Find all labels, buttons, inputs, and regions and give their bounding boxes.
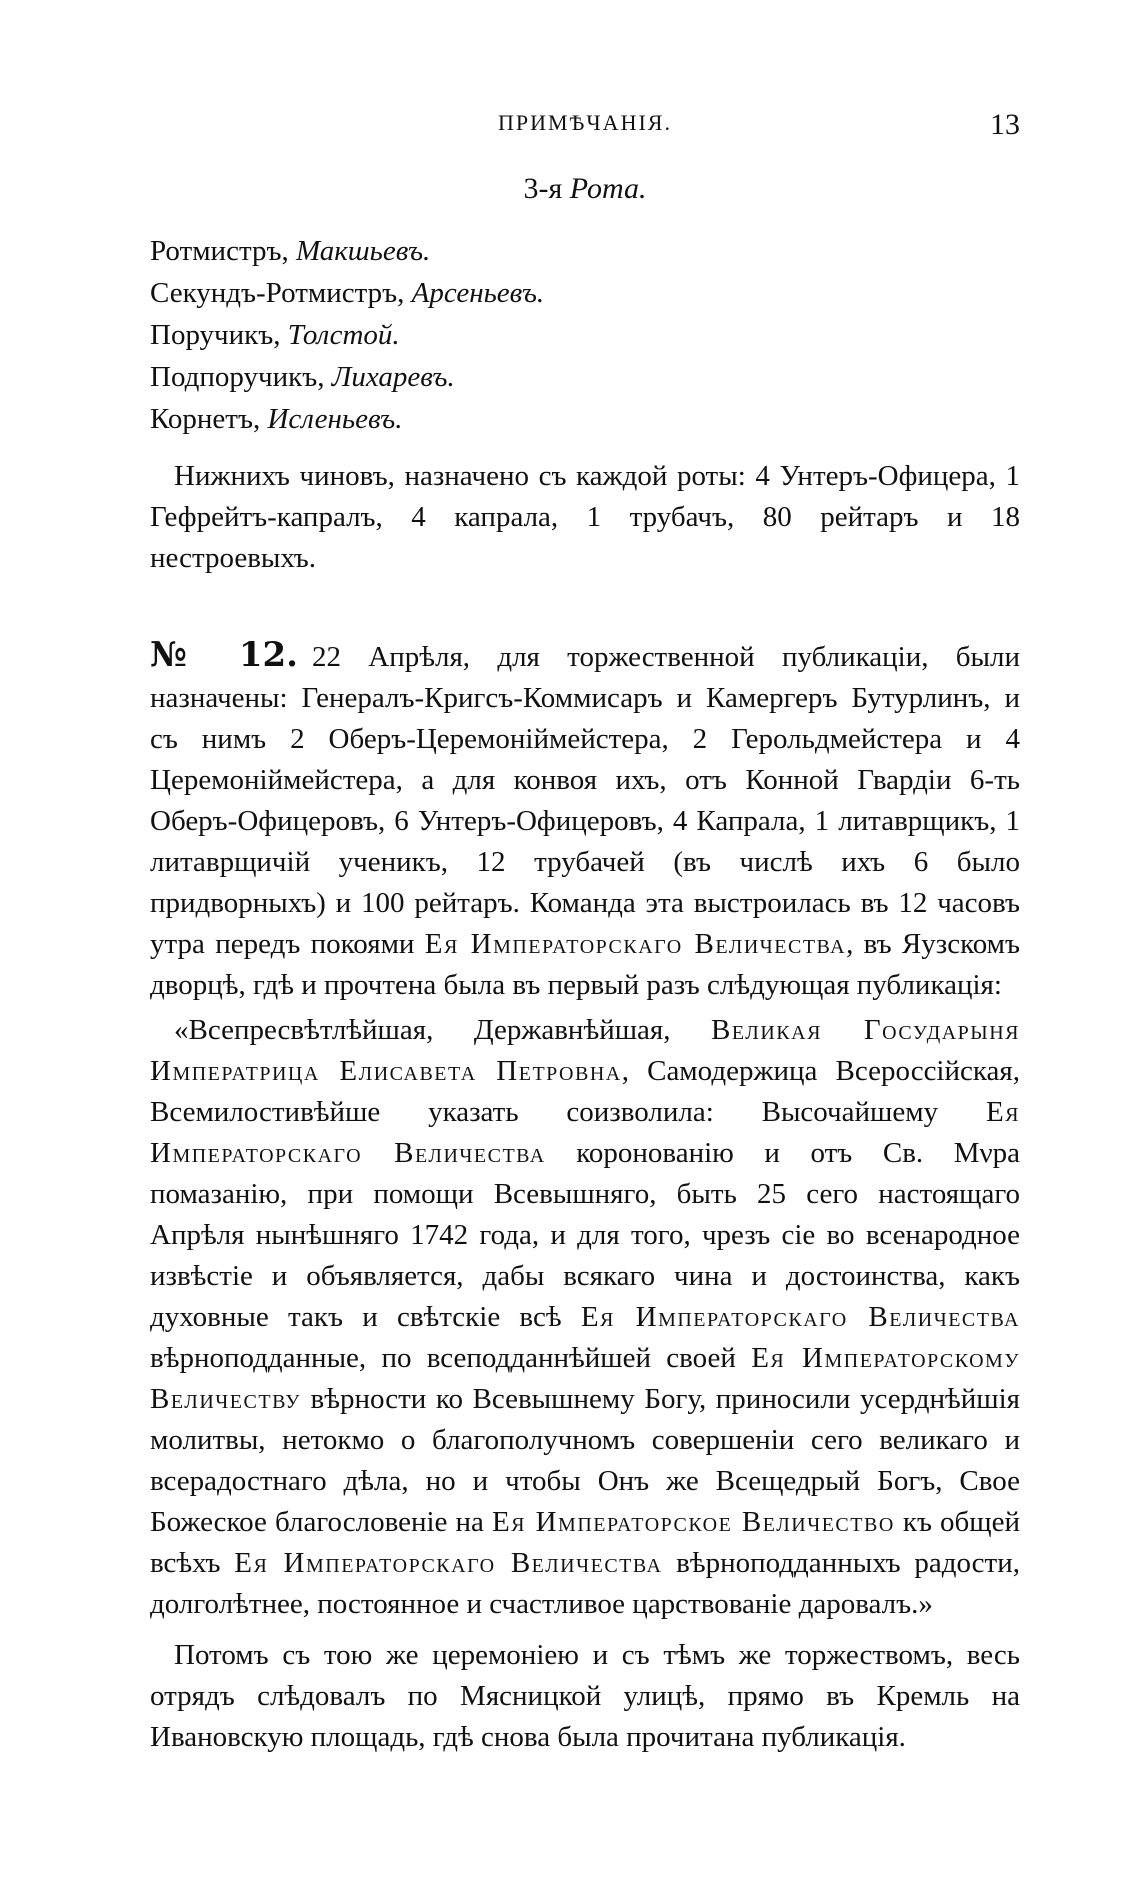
running-title: ПРИМѢЧАНІЯ.	[498, 110, 672, 135]
imperial-title: Ея Императорскаго Величества	[580, 1301, 1021, 1333]
quote-text: вѣрноподданныхъ радости, долголѣтнее, постоянное и счастливое царствованіе даровалъ.»	[150, 1547, 1020, 1620]
imperial-title: Великая Государыня Императрица Елисавета Петровна	[150, 1014, 1021, 1087]
quote-text: вѣрности ко Всевышнему Богу, приносили усерднѣйшія молитвы, нетокмо о благополучномъ совершеніи сего великаго и всерадостнаго дѣла, но и чтобы Онъ же Всещедрый Богъ, Свое Божеское благословеніе на	[150, 1383, 1020, 1538]
roster-rank: Корнетъ,	[150, 403, 268, 435]
imperial-title: Ея Императорскаго Величества	[234, 1547, 663, 1579]
section-title	[150, 172, 1020, 206]
roster-rank: Ротмистръ,	[150, 235, 296, 267]
roster-item	[150, 356, 1020, 398]
roster-name: Макшьевъ.	[295, 235, 431, 267]
entry-text: 22 Апрѣля, для торжественной публикаціи, были назначены: Генералъ-Кригсъ-Коммисаръ и Камергеръ Бутурлинъ, и съ нимъ 2 Оберъ-Церемоніймейстера, 2 Герольдмейстера и 4 Церемоніймейстера, а для конвоя ихъ, отъ Конной Гвардіи 6-ть Оберъ-Офицеровъ, 6 Унтеръ-Офицеровъ, 4 Капрала, 1 литаврщикъ, 1 литаврщичій ученикъ, 12 трубачей (въ числѣ ихъ 6 было придворныхъ) и 100 рейтаръ. Команда эта выстроилась въ 12 часовъ утра передъ покоями	[150, 641, 1020, 960]
roster-item	[150, 272, 1020, 314]
entry-number: № 12.	[150, 635, 298, 675]
roster-name: Арсеньевъ.	[411, 277, 545, 309]
roster-name: Лихаревъ.	[331, 361, 455, 393]
imperial-title: Ея Императорскаго Величества	[150, 1096, 1020, 1169]
imperial-title: Ея Императорскаго Величества	[424, 928, 847, 960]
roster-rank: Поручикъ,	[150, 319, 288, 351]
roster-name: Толстой.	[287, 319, 400, 351]
roster-rank: Подпоручикъ,	[150, 361, 332, 393]
quote-text: коронованію и отъ Св. Мνра помазанію, при помощи Всевышняго, быть 25 сего настоящаго Апрѣля нынѣшняго 1742 года, и для того, чрезъ сіе во всенародное извѣстіе и объявляется, дабы всякаго чина и достоинства, какъ духовные такъ и свѣтскіе всѣ	[150, 1137, 1020, 1333]
closing-paragraph: Потомъ съ тою же церемоніею и съ тѣмъ же торжествомъ, весь отрядъ слѣдовалъ по Мясницкой улицѣ, прямо въ Кремль на Ивановскую площадь, гдѣ снова была прочитана публикація.	[150, 1639, 1020, 1753]
book-page	[150, 90, 1020, 1758]
imperial-title: Ея Императорское Величество	[491, 1506, 895, 1538]
roster-name: Исленьевъ.	[267, 403, 403, 435]
quote-text: , Самодержица Всероссійская, Всемилостивѣйше указать соизволила: Высочайшему	[150, 1055, 1020, 1128]
section-title-prefix: 3-я	[523, 172, 570, 205]
officer-roster	[150, 230, 1020, 440]
running-header	[150, 90, 1020, 150]
page-number: 13	[990, 108, 1020, 141]
roster-item	[150, 230, 1020, 272]
entry-paragraph	[150, 635, 1020, 1006]
roster-item	[150, 314, 1020, 356]
lower-ranks-note: Нижнихъ чиновъ, назначено съ каждой роты: 4 Унтеръ-Офицера, 1 Гефрейтъ-капралъ, 4 капрала, 1 трубачъ, 80 рейтаръ и 18 нестроевыхъ.	[150, 460, 1020, 574]
roster-item	[150, 398, 1020, 440]
section-title-word: Рота.	[569, 172, 647, 205]
entry-text-end: , въ Яузскомъ дворцѣ, гдѣ и прочтена была въ первый разъ слѣдующая публикація:	[150, 928, 1020, 1001]
quote-text: «Всепресвѣтлѣйшая, Державнѣйшая,	[174, 1014, 711, 1046]
publication-quote	[150, 1010, 1020, 1625]
roster-rank: Секундъ-Ротмистръ,	[150, 277, 412, 309]
quote-text: вѣрноподданные, по всеподданнѣйшей своей	[150, 1342, 752, 1374]
imperial-title: Ея Императорскому Величеству	[150, 1342, 1021, 1415]
quote-text: къ общей всѣхъ	[150, 1506, 1020, 1579]
